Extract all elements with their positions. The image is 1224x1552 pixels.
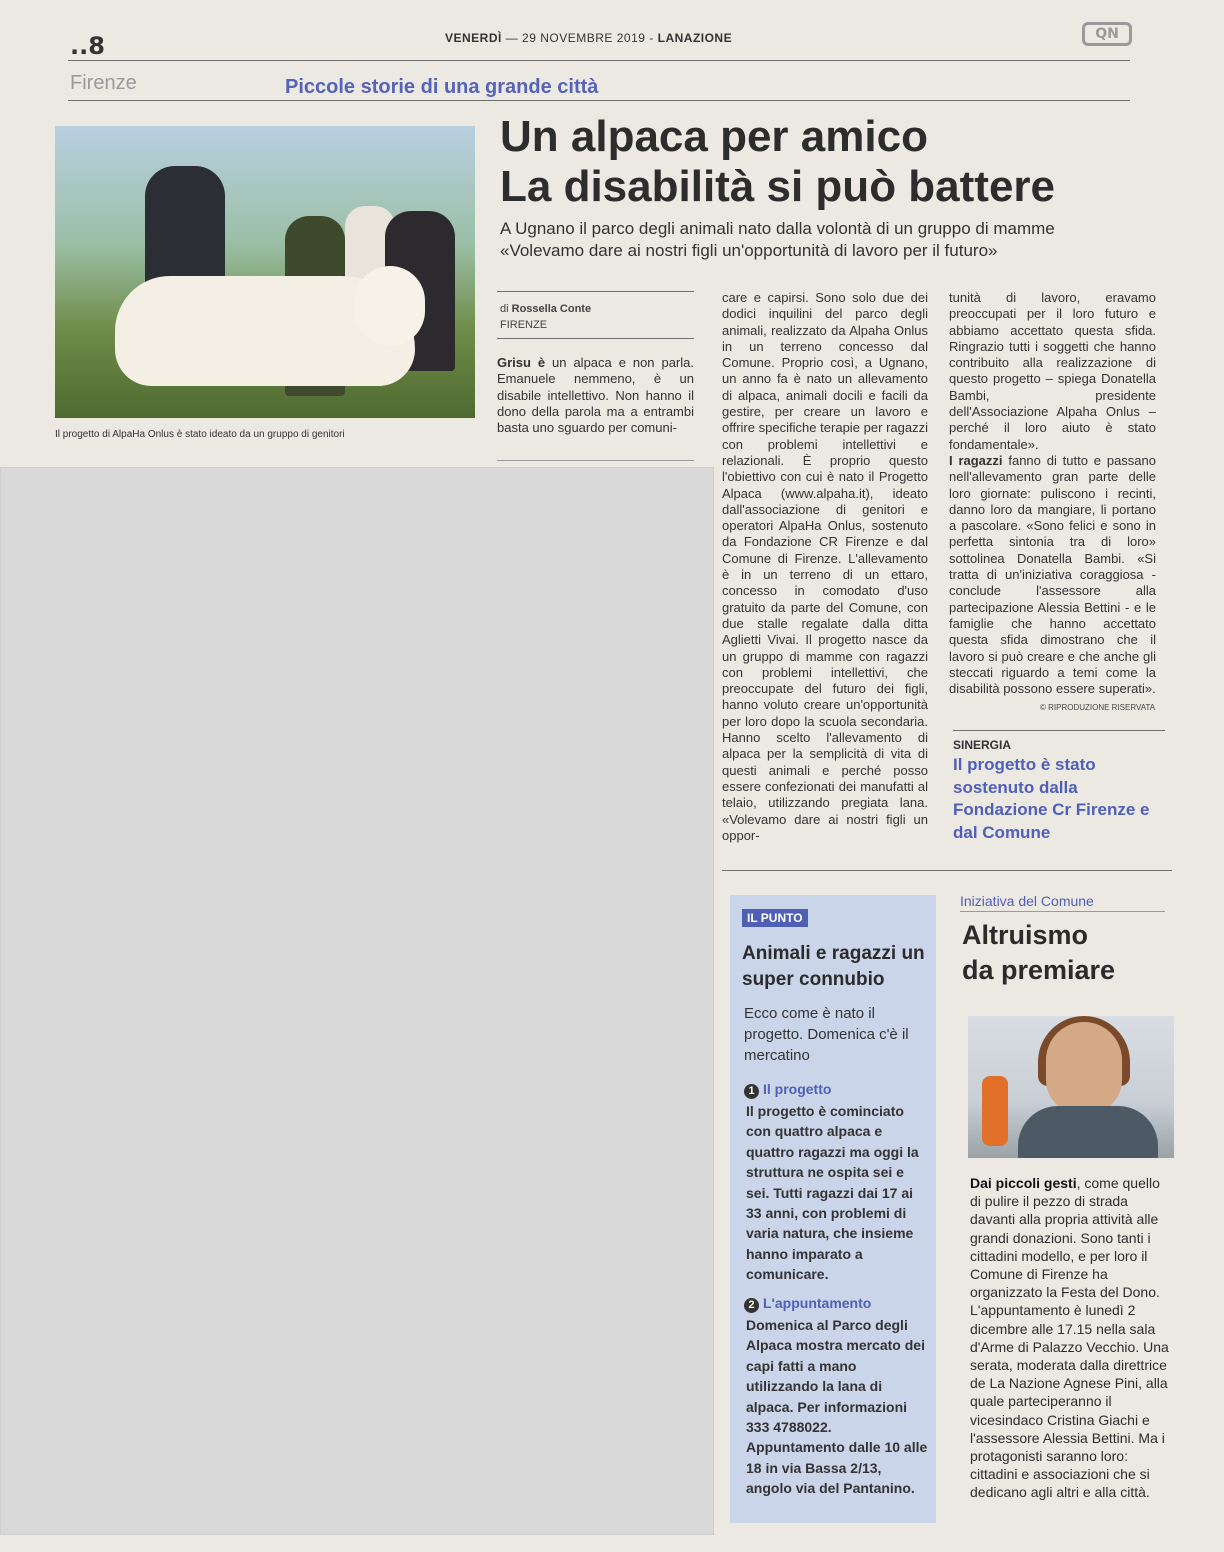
header-rule	[68, 60, 1130, 61]
redacted-area	[0, 467, 714, 1535]
section-rule	[68, 100, 1130, 101]
headline-line-1: Un alpaca per amico	[500, 112, 928, 161]
section-name: Firenze	[70, 72, 137, 94]
item-1-heading: 1 Il progetto	[744, 1081, 831, 1099]
article-column-1: Grisu è un alpaca e non parla. Emanuele nemmeno, è un disabile intellettivo. Non hanno il dono della parola ma a entrambi basta uno sguardo per comuni-	[497, 355, 694, 436]
copyright: © RIPRODUZIONE RISERVATA	[1040, 703, 1156, 712]
headline	[500, 112, 1055, 212]
iniziativa-title: Altruismo da premiare	[962, 920, 1116, 985]
page-number: ..8	[70, 32, 105, 60]
sinergia-label: SINERGIA	[953, 738, 1012, 752]
sinergia-text: Il progetto è stato sostenuto dalla Fondazione Cr Firenze e dal Comune	[953, 755, 1150, 842]
item-2-text: Domenica al Parco degli Alpaca mostra mercato dei capi fatti a mano utilizzando la lana di alpaca. Per informazioni 333 4788022. Appuntamento dalle 10 alle 18 in via Bassa 2/13, angolo via del Pantanino.	[746, 1317, 928, 1497]
iniziativa-body: Dai piccoli gesti, come quello di pulire il pezzo di strada davanti alla propria attività alle grandi donazioni. Sono tanti i cittadini modello, e per loro il Comune di Firenze ha organizzato la Festa del Dono. L'appuntamento è lunedì 2 dicembre alle 17.15 nella sala d'Arme di Palazzo Vecchio. Una serata, moderata dalla direttrice de La Nazione Agnese Pini, alla quale parteciperanno il vicesindaco Cristina Giachi e l'assessore Alessia Bettini. Ma i protagonisti saranno loro: cittadini e associazioni che si dedicano agli altri e alla città.	[970, 1175, 1169, 1501]
byline: di Rossella Conte FIRENZE	[500, 303, 592, 331]
number-2-icon: 2	[744, 1298, 759, 1313]
qn-logo: QN	[1082, 22, 1132, 46]
dateline: FIRENZE	[500, 319, 548, 331]
date: 29 NOVEMBRE 2019	[522, 31, 646, 45]
item-1-text: Il progetto è cominciato con quattro alpaca e quattro ragazzi ma oggi la struttura ne ospita sei e sei. Tutti ragazzi dai 17 ai 33 anni, con problemi di varia natura, che insieme hanno imparato a comunicare.	[746, 1103, 919, 1283]
headline-line-2: La disabilità si può battere	[500, 162, 1056, 211]
deck	[500, 218, 1055, 262]
item-2-heading: 2 L'appuntamento	[744, 1295, 871, 1313]
il-punto-title: Animali e ragazzi un super connubio	[742, 943, 925, 990]
deck-line-2: «Volevamo dare ai nostri figli un'opportunità di lavoro per il futuro»	[500, 241, 998, 260]
number-1-icon: 1	[744, 1084, 759, 1099]
alpaca-photo	[55, 126, 475, 418]
day: VENERDÌ	[445, 31, 502, 45]
author: Rossella Conte	[511, 303, 592, 315]
kicker: Piccole storie di una grande città	[285, 76, 599, 98]
photo-caption: Il progetto di AlpaHa Onlus è stato ideato da un gruppo di genitori	[55, 429, 345, 440]
il-punto-box	[730, 895, 936, 1523]
masthead-line: VENERDÌ — 29 NOVEMBRE 2019 - LANAZIONE	[445, 31, 733, 45]
column-3-lead: I ragazzi	[949, 452, 1003, 468]
iniziativa-label: Iniziativa del Comune	[960, 893, 1094, 909]
column-1-lead: Grisu è	[497, 355, 546, 370]
article-column-2: care e capirsi. Sono solo due dei dodici inquilini del parco degli animali, realizzato da Alpaha Onlus in un terreno concesso dal Comune. Proprio così, a Ugnano, un anno fa è nato un allevamento di alpaca, animali docili e facili da gestire, per creare un lavoro e offrire specifiche terapie per ragazzi con problemi intellettivi e relazionali. È proprio questo l'obiettivo con cui è nato il Progetto Alpaca (www.alpaha.it), ideato dall'associazione di genitori e operatori AlpaHa Onlus, sostenuto da Fondazione CR Firenze e dal Comune di Firenze. L'allevamento è in un terreno di un ettaro, concesso in comodato d'uso gratuito da parte del Comune, con due stalle regalate dalla ditta Aglietti Vivai. Il progetto nasce da un gruppo di mamme con ragazzi con problemi intellettivi, che preoccupate del futuro dei figli, hanno voluto creare un'opportunità per loro dopo la scuola secondaria. Hanno scelto l'allevamento di alpaca per la semplicità di vita di questi animali e perché posso essere confezionati dei manufatti al telaio, utilizzando pregiata lana. «Volevamo dare ai nostri figli un oppor-	[722, 290, 928, 843]
deck-line-1: A Ugnano il parco degli animali nato dalla volontà di un gruppo di mamme	[500, 219, 1055, 238]
article-column-3: tunità di lavoro, eravamo preoccupati per il loro futuro e abbiamo accettato questa sfida. Ringrazio tutti i soggetti che hanno contribuito alla realizzazione di questo progetto – spiega Donatella Bambi, presidente dell'Associazione Alpaha Onlus – perché il loro aiuto è stato fondamentale». I ragazzi fanno di tutto e passano nell'allevamento gran parte delle loro giornate: puliscono i recinti, danno loro da mangiare, li portano a pascolare. «Sono felici e sono in perfetta sintonia tra di loro» sottolinea Donatella Bambi. «Si tratta di un'iniziativa coraggiosa - conclude l'assessore alla partecipazione Alessia Bettini - e le famiglie che hanno accettato questa sfida dimostrano che il lavoro si può creare e che anche gli steccati riguardo a temi come la disabilità possono essere superati».	[949, 290, 1156, 697]
il-punto-badge: IL PUNTO	[742, 909, 808, 927]
il-punto-intro: Ecco come è nato il progetto. Domenica c'è il mercatino	[744, 1005, 909, 1064]
portrait-photo	[968, 1016, 1174, 1158]
newspaper-name: LANAZIONE	[657, 31, 733, 45]
